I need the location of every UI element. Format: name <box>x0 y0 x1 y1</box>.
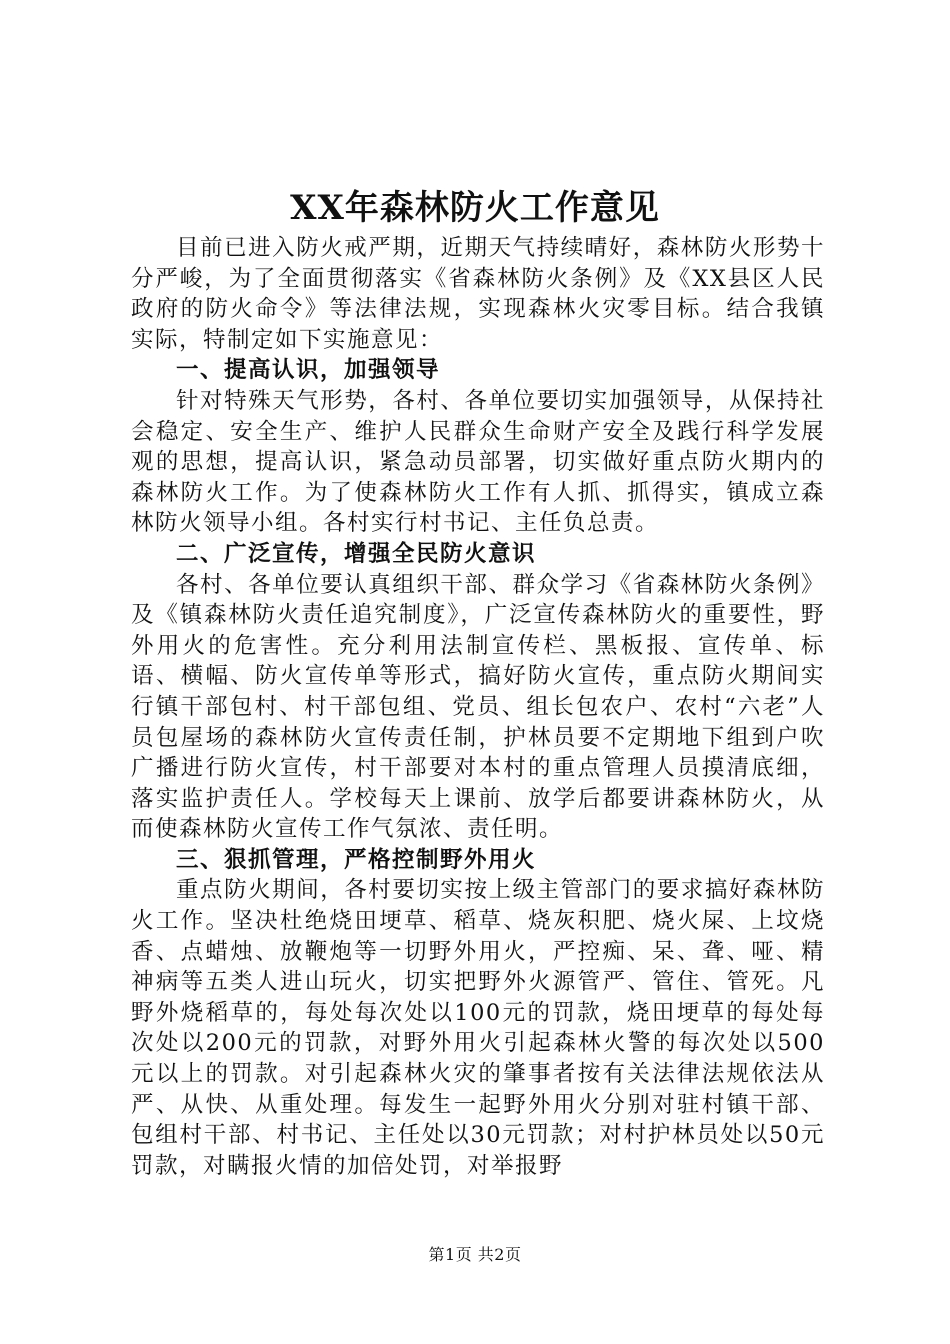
document-body <box>131 233 825 1181</box>
page-footer: 第1页 共2页 <box>428 1245 522 1264</box>
section-1-heading: 一、提高认识，加强领导 <box>176 357 441 384</box>
document-title: XX年森林防火工作意见 <box>290 188 660 228</box>
section-3-paragraph: 重点防火期间，各村要切实按上级主管部门的要求搞好森林防火工作。坚决杜绝烧田埂草、稻草、烧灰积肥、烧火屎、上坟烧香、点蜡烛、放鞭炮等一切野外用火，严控痴、呆、聋、哑、精神病等五类人进山玩火，切实把野外火源管严、管住、管死。凡野外烧稻草的，每处每次处以100元的罚款，烧田埂草的每处每次处以200元的罚款，对野外用火引起森林火警的每次处以500元以上的罚款。对引起森林火灾的肇事者按有关法律法规依法从严、从快、从重处理。每发生一起野外用火分别对驻村镇干部、包组村干部、村书记、主任处以30元罚款；对村护林员处以50元罚款，对瞒报火情的加倍处罚，对举报野 <box>131 877 825 1179</box>
section-1-paragraph: 针对特殊天气形势，各村、各单位要切实加强领导，从保持社会稳定、安全生产、维护人民群众生命财产安全及践行科学发展观的思想，提高认识，紧急动员部署，切实做好重点防火期内的森林防火工作。为了使森林防火工作有人抓、抓得实，镇成立森林防火领导小组。各村实行村书记、主任负总责。 <box>131 387 825 537</box>
section-2-heading: 二、广泛宣传，增强全民防火意识 <box>176 540 537 567</box>
intro-paragraph: 目前已进入防火戒严期，近期天气持续晴好，森林防火形势十分严峻，为了全面贯彻落实《省森林防火条例》及《XX县区人民政府的防火命令》等法律法规，实现森林火灾零目标。结合我镇实际，特制定如下实施意见： <box>131 235 825 353</box>
section-3-heading: 三、狠抓管理，严格控制野外用火 <box>176 846 537 873</box>
section-2-paragraph: 各村、各单位要认真组织干部、群众学习《省森林防火条例》及《镇森林防火责任追究制度》，广泛宣传森林防火的重要性，野外用火的危害性。充分利用法制宣传栏、黑板报、宣传单、标语、横幅、防火宣传单等形式，搞好防火宣传，重点防火期间实行镇干部包村、村干部包组、党员、组长包农户、农村“六老”人员包屋场的森林防火宣传责任制，护林员要不定期地下组到户吹广播进行防火宣传，村干部要对本村的重点管理人员摸清底细，落实监护责任人。学校每天上课前、放学后都要讲森林防火，从而使森林防火宣传工作气氛浓、责任明。 <box>131 571 825 843</box>
